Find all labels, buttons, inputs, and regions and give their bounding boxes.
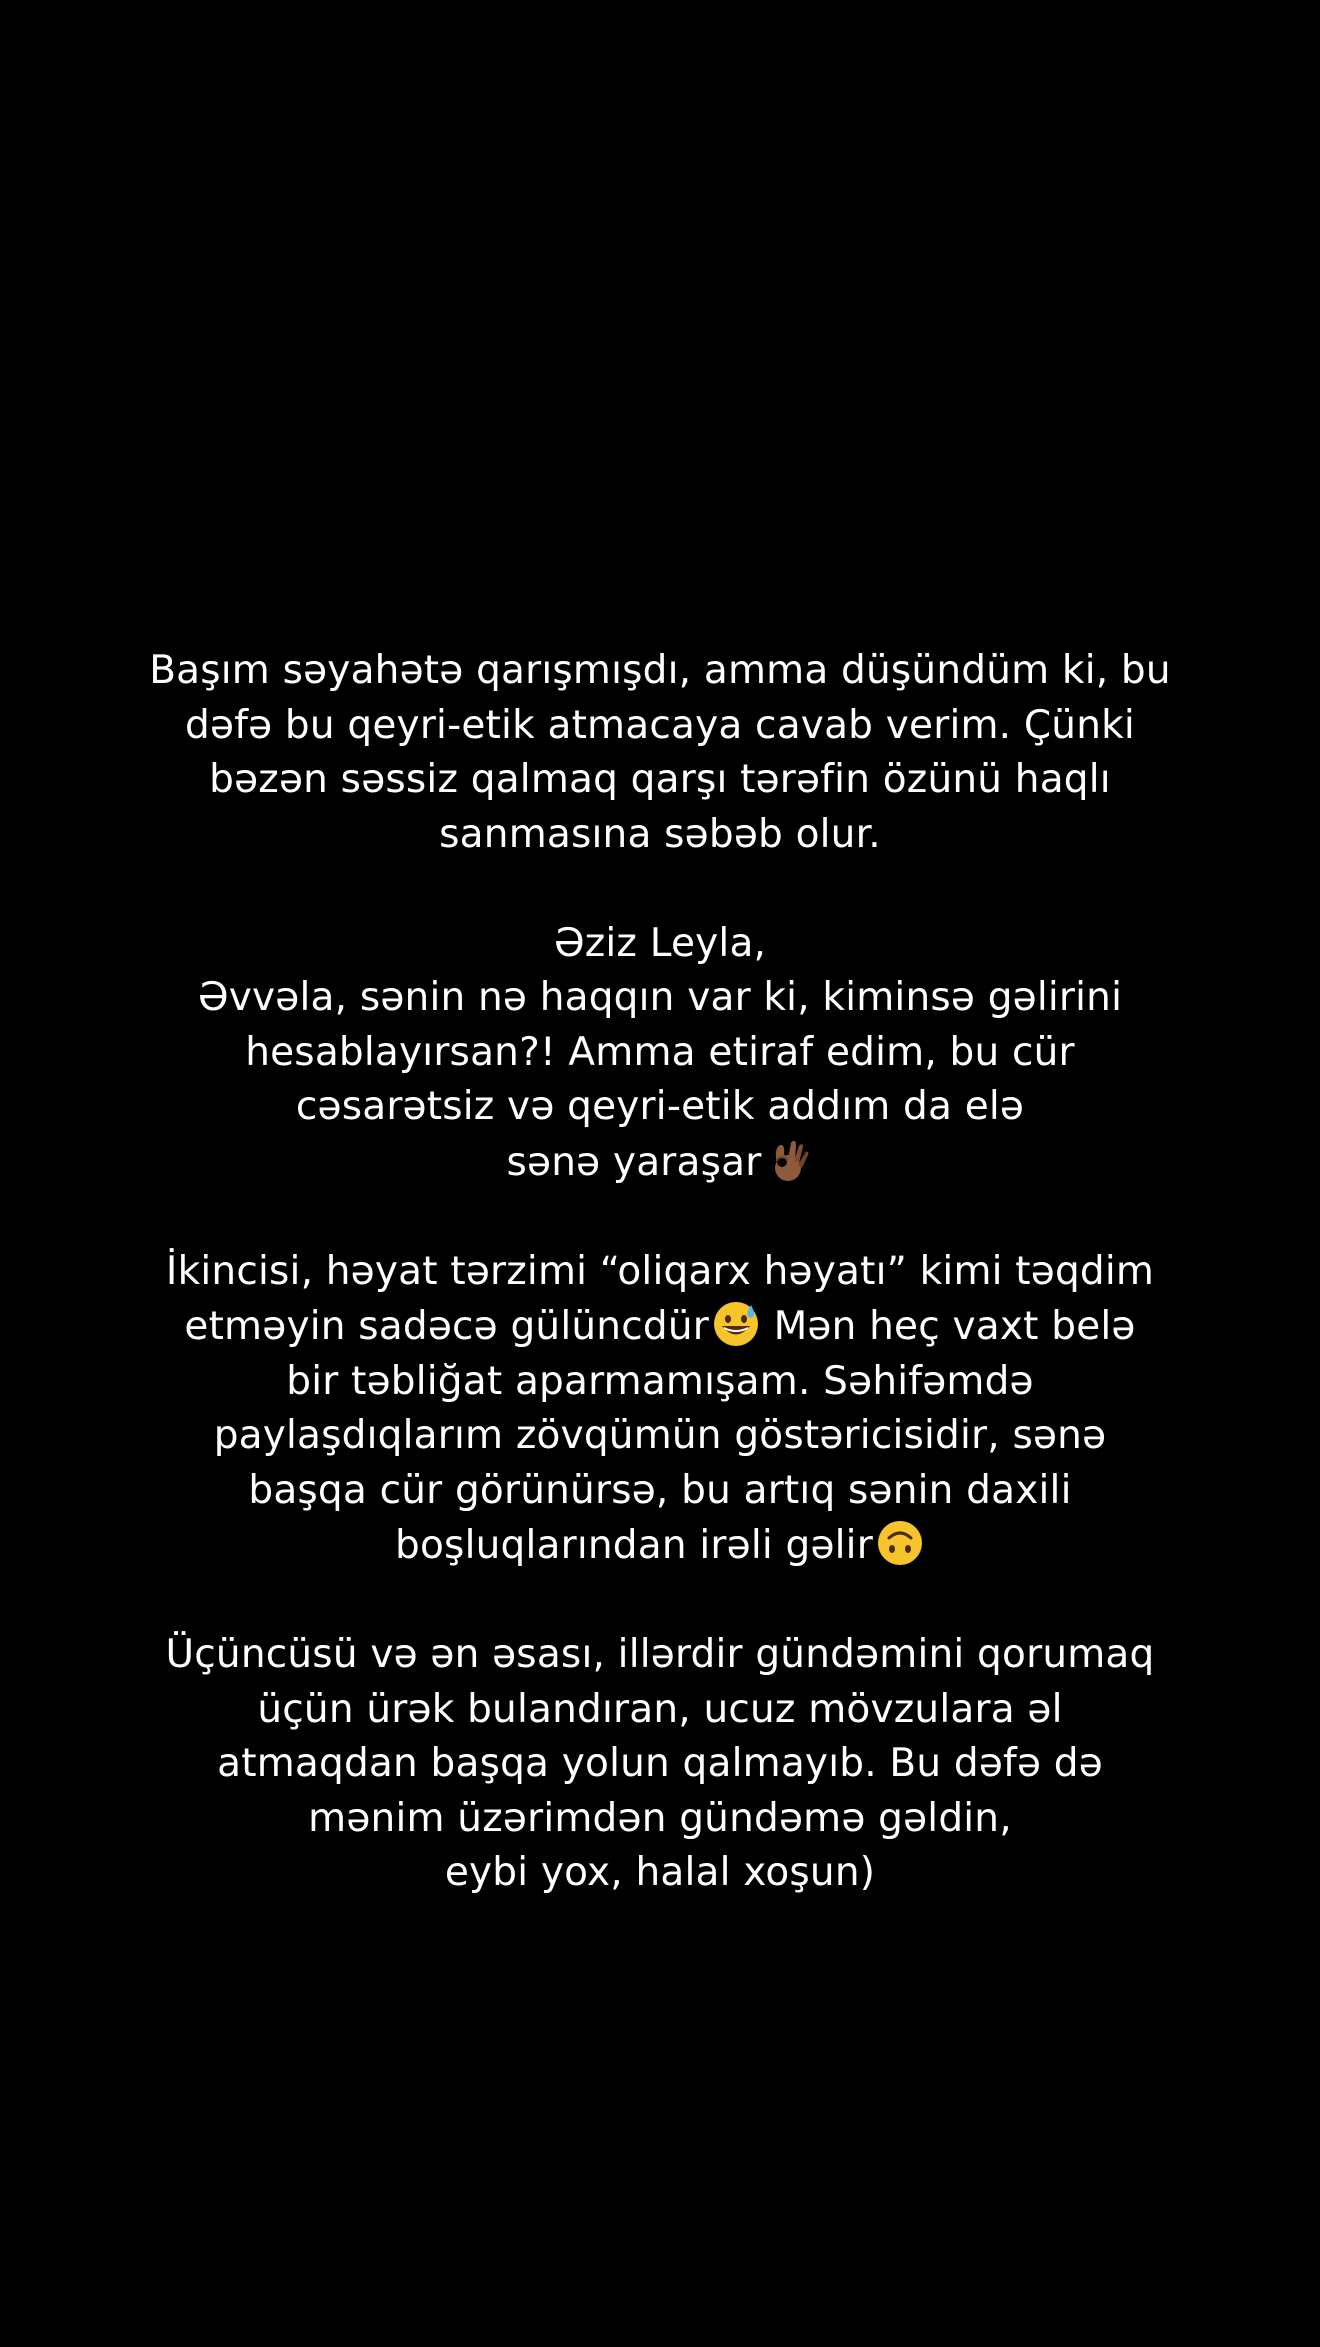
upside-down-face-icon: [875, 1518, 925, 1568]
story-text-line: Əvvəla, sənin nə haqqın var ki, kiminsə gəlirini: [197, 975, 1123, 1020]
paragraph-gap: [90, 862, 1230, 917]
story-text-line: [90, 1135, 1230, 1191]
story-text-line: atmaqdan başqa yolun qalmayıb. Bu dəfə də: [217, 1741, 1103, 1786]
story-text-line: üçün ürək bulandıran, ucuz mövzulara əl: [257, 1686, 1063, 1732]
story-text-line: cəsarətsiz və qeyri-etik addım da elə: [295, 1084, 1025, 1129]
story-text-line: Əziz Leyla,: [553, 920, 767, 966]
story-text-line: Başım səyahətə qarışmışdı, amma düşündüm ki, bu: [149, 648, 1171, 693]
story-text-line: bir təbliğat aparmamışam. Səhifəmdə: [286, 1358, 1034, 1404]
story-text-fragment: sənə yaraşar: [506, 1139, 762, 1185]
story-text-line: [90, 1518, 1230, 1574]
story-text-fragment: etməyin sadəcə gülüncdür: [184, 1304, 709, 1349]
story-text-line: sanmasına səbəb olur.: [439, 811, 881, 857]
story-text-line: Üçüncüsü və ən əsası, illərdir gündəmini qorumaq: [165, 1632, 1155, 1677]
story-text-line: [90, 1299, 1230, 1355]
story-text-line: paylaşdıqlarım zövqümün göstəricisidir, sənə: [213, 1413, 1107, 1458]
story-text-fragment: Mən heç vaxt belə: [760, 1304, 1136, 1349]
story-text-line: hesablayırsan?! Amma etiraf edim, bu cür: [245, 1029, 1075, 1075]
story-text-line: eybi yox, halal xoşun): [444, 1850, 876, 1895]
story-text-line: mənim üzərimdən gündəmə gəldin,: [308, 1795, 1012, 1841]
story-text-line: dəfə bu qeyri-etik atmacaya cavab verim. Çünki: [185, 702, 1135, 748]
grinning-face-with-sweat-icon: [711, 1299, 761, 1349]
story-text-line: İkincisi, həyat tərzimi “oliqarx həyatı” kimi təqdim: [165, 1248, 1155, 1294]
story-text-fragment: boşluqlarından irəli gəlir: [395, 1523, 873, 1568]
paragraph-gap: [90, 1574, 1230, 1629]
story-text-line: başqa cür görünürsə, bu artıq sənin daxili: [248, 1467, 1072, 1513]
story-text-line: bəzən səssiz qalmaq qarşı tərəfin özünü haqlı: [209, 757, 1111, 802]
ok-hand-icon: [764, 1135, 814, 1185]
paragraph-gap: [90, 1190, 1230, 1245]
story-text-block: [90, 644, 1230, 1901]
